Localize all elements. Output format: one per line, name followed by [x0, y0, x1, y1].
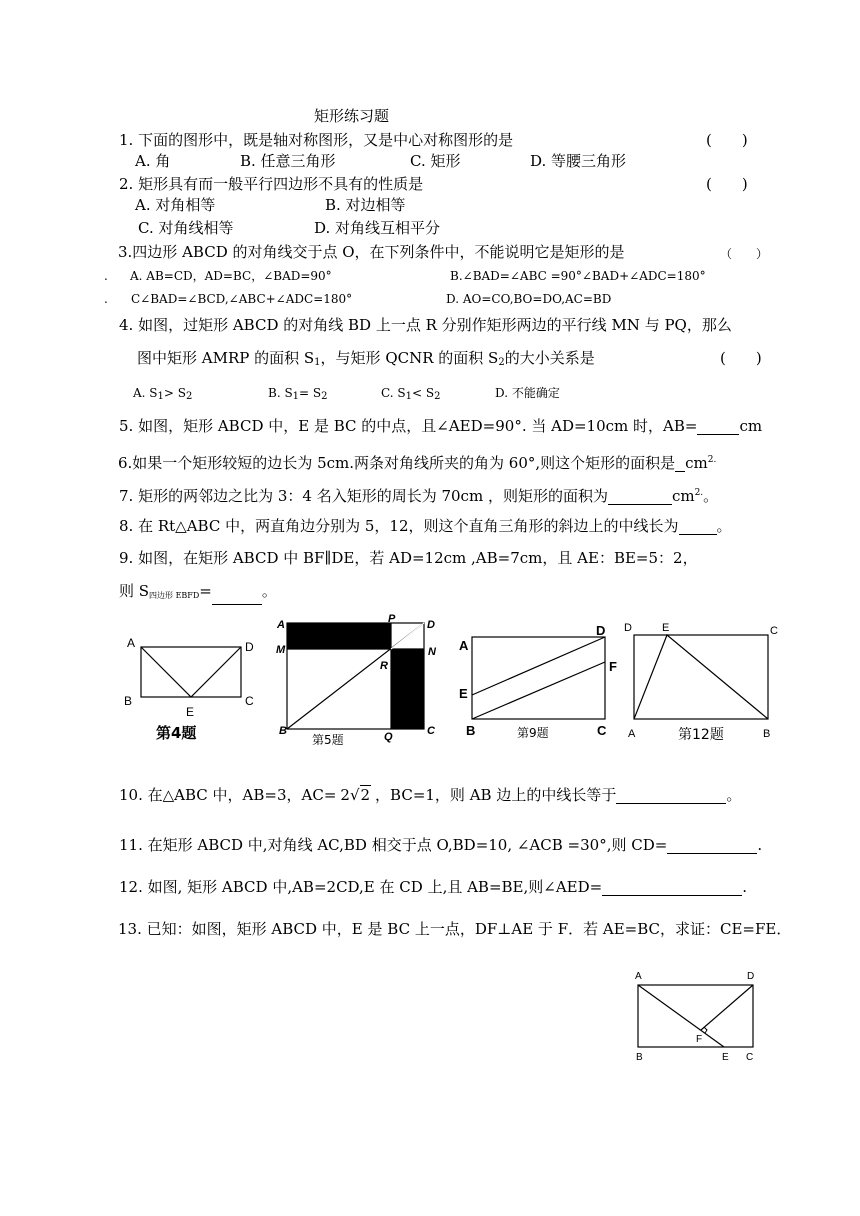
q1-answer-paren: ( ) [706, 131, 748, 149]
q6-answer-blank [675, 457, 685, 472]
q3-stem: 3.四边形 ABCD 的对角线交于点 O，在下列条件中，不能说明它是矩形的是 [118, 243, 625, 261]
svg-text:M: M [276, 644, 286, 656]
svg-text:E: E [662, 622, 670, 634]
q10-answer-blank [616, 789, 726, 804]
svg-text:第4题: 第4题 [156, 724, 197, 742]
q4-option-b: B. $S_1= S_2$ [268, 386, 328, 402]
q2-option-a: A. 对角相等 [135, 196, 216, 214]
svg-text:B: B [763, 728, 771, 740]
svg-text:F: F [696, 1034, 703, 1045]
q3-option-b: B.∠BAD=∠ABC =90°∠BAD+∠ADC=180° [450, 269, 706, 283]
q4-stem-line2: 图中矩形 AMRP 的面积 $S_1$，与矩形 QCNR 的面积 $S_2$的大小关系是 [137, 349, 595, 368]
q6-stem: 6.如果一个矩形较短的边长为 5cm.两条对角线所夹的角为 60°,则这个矩形的面积是 $cm^{2.}$ [118, 454, 717, 472]
q4-stem-line1: 4. 如图，过矩形 ABCD 的对角线 BD 上一点 R 分别作矩形两边的平行线 MN 与 PQ，那么 [119, 316, 732, 334]
svg-text:E: E [722, 1052, 729, 1063]
q12-answer-blank [602, 881, 742, 896]
page-title: 矩形练习题 [314, 107, 390, 125]
svg-text:B: B [466, 723, 476, 738]
q7-answer-blank [608, 490, 672, 505]
q12-stem: 12. 如图, 矩形 ABCD 中,AB=2CD,E 在 CD 上,且 AB=BE,则∠AED= . [119, 878, 747, 896]
q4-option-c: C. $S_1< S_2$ [381, 386, 441, 402]
svg-text:A: A [277, 619, 285, 631]
svg-text:B: B [124, 694, 133, 708]
q9-stem-line2: 则 $S_{四边形 EBFD}=$ 。 [119, 582, 277, 605]
svg-text:E: E [186, 705, 195, 719]
q5-stem: 5. 如图，矩形 ABCD 中，E 是 BC 的中点，且∠AED=90°. 当 AD=10cm 时，AB= cm [119, 417, 763, 435]
svg-text:D: D [245, 640, 254, 654]
q1-option-c: C. 矩形 [410, 152, 461, 170]
svg-text:R: R [380, 660, 388, 672]
q3-dot: . [104, 269, 108, 283]
svg-text:第9题: 第9题 [517, 726, 549, 740]
q4-option-d: D. 不能确定 [495, 386, 560, 400]
q2-option-d: D. 对角线互相平分 [314, 219, 441, 237]
svg-text:D: D [624, 622, 632, 634]
q9-stem-line1: 9. 如图，在矩形 ABCD 中 BF∥DE，若 AD=12cm ,AB=7cm，且 AE：BE=5：2， [119, 549, 698, 567]
q11-answer-blank [667, 839, 757, 854]
q11-stem: 11. 在矩形 ABCD 中,对角线 AC,BD 相交于点 O,BD=10, ∠ACB =30°,则 CD= . [119, 836, 763, 854]
q1-stem: 1. 下面的图形中，既是轴对称图形，又是中心对称图形的是 [119, 131, 514, 149]
figure-13 [630, 966, 765, 1066]
svg-text:B: B [279, 725, 287, 737]
q2-stem: 2. 矩形具有而一般平行四边形不具有的性质是 [119, 175, 424, 193]
figure-9 [455, 622, 630, 747]
figure-12 [620, 618, 795, 748]
q4-answer-paren: ( ) [720, 349, 762, 367]
q10-stem: 10. 在△ABC 中，AB=3，AC= 2√2 ，BC=1，则 AB 边上的中线长等于 。 [119, 786, 742, 804]
svg-text:C: C [427, 725, 435, 737]
q7-stem: 7. 矩形的两邻边之比为 3：4 名入矩形的周长为 70cm ，则矩形的面积为 $cm^{2.}$。 [119, 487, 719, 505]
svg-text:C: C [770, 625, 778, 637]
svg-text:D: D [596, 623, 606, 638]
q2-option-c: C. 对角线相等 [138, 219, 234, 237]
svg-text:E: E [459, 686, 468, 701]
figure-4 [120, 630, 270, 750]
svg-text:N: N [428, 646, 436, 658]
svg-text:第12题: 第12题 [678, 727, 724, 743]
svg-text:C: C [245, 694, 254, 708]
svg-text:C: C [597, 723, 607, 738]
svg-text:第5题: 第5题 [312, 733, 344, 747]
q3-option-d: D. AO=CO,BO=DO,AC=BD [446, 292, 612, 306]
svg-text:C: C [746, 1052, 754, 1063]
q2-answer-paren: ( ) [706, 175, 748, 193]
q3-answer-paren: （ ） [720, 247, 769, 261]
q5-answer-blank [697, 420, 739, 435]
q3-option-a: A. AB=CD，AD=BC，∠BAD=90° [130, 269, 332, 283]
q3-option-c: C∠BAD=∠BCD,∠ABC+∠ADC=180° [131, 292, 353, 306]
q8-answer-blank [679, 520, 717, 535]
q4-option-a: A. $S_1> S_2$ [133, 386, 193, 402]
svg-text:F: F [609, 659, 617, 674]
svg-text:A: A [635, 971, 642, 982]
q1-option-b: B. 任意三角形 [240, 152, 336, 170]
svg-text:P: P [388, 613, 396, 625]
svg-text:D: D [427, 619, 435, 631]
svg-text:A: A [459, 638, 469, 653]
figure-5 [272, 613, 447, 748]
q13-stem: 13. 已知：如图，矩形 ABCD 中，E 是 BC 上一点，DF⊥AE 于 F．若 AE=BC，求证：CE=FE． [118, 920, 792, 938]
svg-text:B: B [636, 1052, 643, 1063]
q9-answer-blank [212, 590, 262, 605]
svg-text:Q: Q [384, 731, 393, 743]
svg-text:D: D [747, 971, 755, 982]
svg-text:A: A [628, 728, 636, 740]
q1-option-d: D. 等腰三角形 [530, 152, 627, 170]
q1-option-a: A. 角 [135, 152, 171, 170]
q2-option-b: B. 对边相等 [325, 196, 406, 214]
q3-dot: . [104, 292, 108, 306]
svg-text:A: A [127, 636, 136, 650]
q8-stem: 8. 在 Rt△ABC 中，两直角边分别为 5，12，则这个直角三角形的斜边上的中线长为 。 [119, 517, 732, 535]
sqrt-expression: 2√2 [340, 786, 371, 804]
